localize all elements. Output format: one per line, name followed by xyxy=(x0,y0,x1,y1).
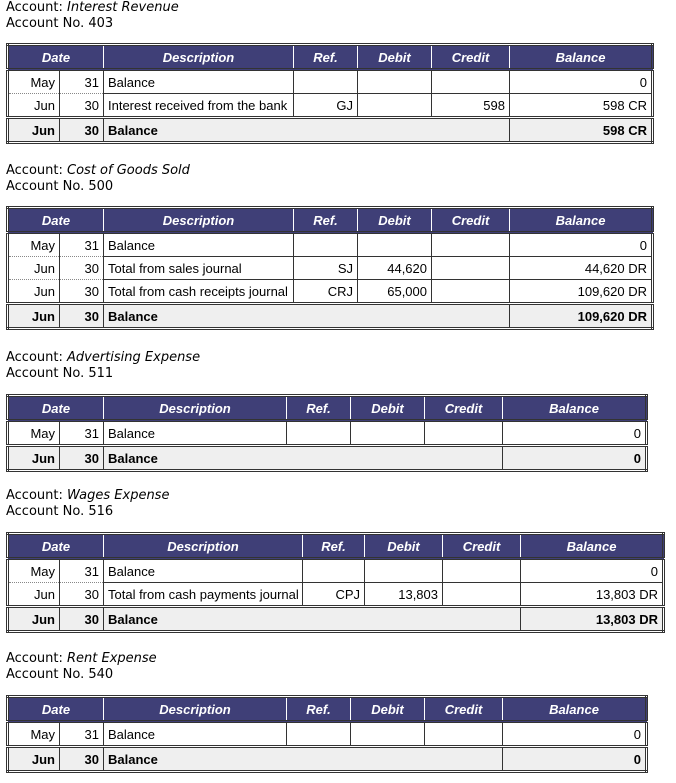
account-name-line xyxy=(6,0,179,16)
description-cell: Total from cash receipts journal xyxy=(104,280,294,304)
account-name: Cost of Goods Sold xyxy=(67,163,190,178)
total-month-cell: Jun xyxy=(8,446,60,471)
balance-header: Balance xyxy=(510,45,653,70)
ledger-table xyxy=(6,532,665,633)
account-number: 500 xyxy=(88,179,114,194)
account-number-label: Account No. xyxy=(6,16,85,31)
day-cell: 31 xyxy=(60,421,104,446)
debit-header: Debit xyxy=(365,534,443,559)
debit-cell xyxy=(365,559,443,583)
ref-cell: CPJ xyxy=(303,583,365,607)
debit-cell xyxy=(351,722,425,747)
day-cell: 30 xyxy=(60,94,104,118)
debit-cell xyxy=(358,233,432,257)
ref-cell: CRJ xyxy=(294,280,358,304)
month-cell: Jun xyxy=(8,583,60,607)
balance-cell: 598 CR xyxy=(510,94,653,118)
credit-cell xyxy=(432,257,510,280)
month-cell: May xyxy=(8,559,60,583)
account-name-line xyxy=(6,651,157,667)
total-description-cell: Balance xyxy=(104,118,510,143)
day-cell: 30 xyxy=(60,257,104,280)
account-heading xyxy=(6,163,190,195)
day-cell: 30 xyxy=(60,583,104,607)
account-number: 540 xyxy=(88,667,114,682)
ledger-row xyxy=(8,722,647,747)
total-row xyxy=(8,304,653,329)
credit-header: Credit xyxy=(432,208,510,233)
ref-header: Ref. xyxy=(294,208,358,233)
ref-header: Ref. xyxy=(303,534,365,559)
total-row xyxy=(8,118,653,143)
total-balance-cell: 598 CR xyxy=(510,118,653,143)
description-cell: Balance xyxy=(104,559,303,583)
account-name-line xyxy=(6,488,169,504)
description-cell: Interest received from the bank xyxy=(104,94,294,118)
debit-header: Debit xyxy=(351,697,425,722)
credit-cell xyxy=(432,233,510,257)
balance-cell: 109,620 DR xyxy=(510,280,653,304)
month-cell: May xyxy=(8,70,60,94)
balance-header: Balance xyxy=(503,697,647,722)
ledger-row xyxy=(8,70,653,94)
credit-cell xyxy=(443,583,521,607)
description-cell: Total from cash payments journal xyxy=(104,583,303,607)
ledger-table xyxy=(6,43,654,144)
debit-header: Debit xyxy=(358,45,432,70)
ref-header: Ref. xyxy=(287,396,351,421)
credit-cell xyxy=(443,559,521,583)
credit-header: Credit xyxy=(443,534,521,559)
day-cell: 31 xyxy=(60,233,104,257)
account-number: 403 xyxy=(88,16,114,31)
account-name: Advertising Expense xyxy=(67,350,201,365)
total-balance-cell: 109,620 DR xyxy=(510,304,653,329)
total-row xyxy=(8,446,647,471)
debit-cell: 65,000 xyxy=(358,280,432,304)
account-name-line xyxy=(6,350,200,366)
header-row xyxy=(8,208,653,233)
date-header: Date xyxy=(8,45,104,70)
day-cell: 31 xyxy=(60,70,104,94)
total-day-cell: 30 xyxy=(60,304,104,329)
day-cell: 30 xyxy=(60,280,104,304)
total-month-cell: Jun xyxy=(8,118,60,143)
account-name: Interest Revenue xyxy=(67,0,179,15)
total-row xyxy=(8,607,664,632)
total-description-cell: Balance xyxy=(104,446,503,471)
balance-header: Balance xyxy=(503,396,647,421)
total-row xyxy=(8,747,647,772)
description-header: Description xyxy=(104,697,287,722)
month-cell: May xyxy=(8,722,60,747)
ref-cell xyxy=(303,559,365,583)
total-day-cell: 30 xyxy=(60,446,104,471)
total-day-cell: 30 xyxy=(60,118,104,143)
account-label: Account: xyxy=(6,350,63,365)
total-balance-cell: 13,803 DR xyxy=(521,607,664,632)
account-label: Account: xyxy=(6,163,63,178)
ref-header: Ref. xyxy=(294,45,358,70)
total-day-cell: 30 xyxy=(60,607,104,632)
account-number-line xyxy=(6,504,169,520)
description-cell: Total from sales journal xyxy=(104,257,294,280)
account-name: Rent Expense xyxy=(67,651,157,666)
month-cell: Jun xyxy=(8,94,60,118)
date-header: Date xyxy=(8,396,104,421)
day-cell: 31 xyxy=(60,722,104,747)
account-number: 511 xyxy=(88,366,114,381)
description-cell: Balance xyxy=(104,70,294,94)
header-row xyxy=(8,534,664,559)
credit-cell xyxy=(432,280,510,304)
ref-cell: GJ xyxy=(294,94,358,118)
total-description-cell: Balance xyxy=(104,747,503,772)
debit-cell xyxy=(358,94,432,118)
account-label: Account: xyxy=(6,651,63,666)
ref-cell xyxy=(294,233,358,257)
account-heading xyxy=(6,0,179,32)
total-description-cell: Balance xyxy=(104,607,521,632)
balance-cell: 0 xyxy=(503,722,647,747)
total-balance-cell: 0 xyxy=(503,446,647,471)
balance-cell: 0 xyxy=(510,233,653,257)
description-cell: Balance xyxy=(104,421,287,446)
balance-header: Balance xyxy=(521,534,664,559)
debit-cell xyxy=(358,70,432,94)
description-header: Description xyxy=(104,208,294,233)
ref-cell xyxy=(287,421,351,446)
ledger-row xyxy=(8,559,664,583)
account-label: Account: xyxy=(6,0,63,15)
month-cell: May xyxy=(8,233,60,257)
account-number-line xyxy=(6,366,200,382)
header-row xyxy=(8,697,647,722)
description-header: Description xyxy=(104,534,303,559)
ledger-row xyxy=(8,280,653,304)
month-cell: May xyxy=(8,421,60,446)
account-name-line xyxy=(6,163,190,179)
description-header: Description xyxy=(104,396,287,421)
debit-cell: 13,803 xyxy=(365,583,443,607)
month-cell: Jun xyxy=(8,257,60,280)
date-header: Date xyxy=(8,208,104,233)
ledger-table xyxy=(6,206,654,330)
account-number-label: Account No. xyxy=(6,504,85,519)
ledger-row xyxy=(8,421,647,446)
credit-cell xyxy=(425,421,503,446)
description-cell: Balance xyxy=(104,233,294,257)
account-number-line xyxy=(6,179,190,195)
balance-cell: 0 xyxy=(510,70,653,94)
total-description-cell: Balance xyxy=(104,304,510,329)
debit-cell: 44,620 xyxy=(358,257,432,280)
date-header: Date xyxy=(8,697,104,722)
ledger-row xyxy=(8,583,664,607)
credit-cell xyxy=(425,722,503,747)
ref-cell: SJ xyxy=(294,257,358,280)
debit-header: Debit xyxy=(351,396,425,421)
balance-header: Balance xyxy=(510,208,653,233)
ledger-row xyxy=(8,257,653,280)
account-heading xyxy=(6,651,157,683)
account-number: 516 xyxy=(88,504,114,519)
credit-cell: 598 xyxy=(432,94,510,118)
balance-cell: 0 xyxy=(503,421,647,446)
header-row xyxy=(8,45,653,70)
debit-cell xyxy=(351,421,425,446)
balance-cell: 0 xyxy=(521,559,664,583)
credit-header: Credit xyxy=(432,45,510,70)
account-number-label: Account No. xyxy=(6,366,85,381)
credit-cell xyxy=(432,70,510,94)
month-cell: Jun xyxy=(8,280,60,304)
account-heading xyxy=(6,488,169,520)
header-row xyxy=(8,396,647,421)
description-cell: Balance xyxy=(104,722,287,747)
debit-header: Debit xyxy=(358,208,432,233)
ledger-row xyxy=(8,94,653,118)
ref-cell xyxy=(294,70,358,94)
account-number-line xyxy=(6,16,179,32)
ledger-table xyxy=(6,394,648,472)
account-name: Wages Expense xyxy=(67,488,170,503)
ledger-row xyxy=(8,233,653,257)
day-cell: 31 xyxy=(60,559,104,583)
credit-header: Credit xyxy=(425,396,503,421)
account-heading xyxy=(6,350,200,382)
total-month-cell: Jun xyxy=(8,747,60,772)
total-day-cell: 30 xyxy=(60,747,104,772)
balance-cell: 13,803 DR xyxy=(521,583,664,607)
ref-header: Ref. xyxy=(287,697,351,722)
date-header: Date xyxy=(8,534,104,559)
account-label: Account: xyxy=(6,488,63,503)
ledger-table xyxy=(6,695,648,773)
account-number-line xyxy=(6,667,157,683)
ref-cell xyxy=(287,722,351,747)
total-month-cell: Jun xyxy=(8,304,60,329)
description-header: Description xyxy=(104,45,294,70)
total-balance-cell: 0 xyxy=(503,747,647,772)
total-month-cell: Jun xyxy=(8,607,60,632)
account-number-label: Account No. xyxy=(6,667,85,682)
account-number-label: Account No. xyxy=(6,179,85,194)
balance-cell: 44,620 DR xyxy=(510,257,653,280)
credit-header: Credit xyxy=(425,697,503,722)
